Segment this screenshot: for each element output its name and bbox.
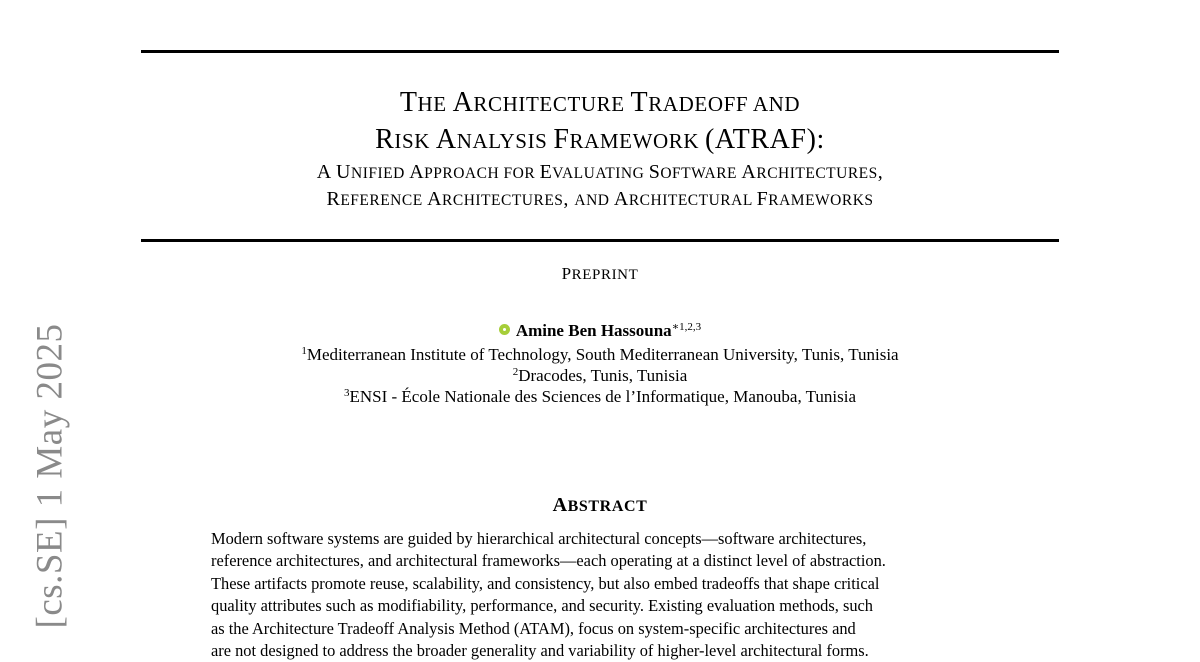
author-line — [0, 321, 1200, 341]
abstract-body — [211, 528, 993, 662]
title-line-2 — [0, 124, 1200, 157]
affiliation-2-text: Dracodes, Tunis, Tunisia — [518, 366, 688, 385]
title-run: PPROACH FOR — [424, 165, 540, 182]
orcid-icon[interactable] — [499, 324, 510, 335]
title-run: VALUATING — [552, 165, 649, 182]
abstract-heading-initial: A — [552, 494, 568, 516]
title-run: RCHITECTURAL — [628, 192, 757, 209]
title-run: NIFIED — [351, 165, 410, 182]
bottom-rule — [141, 239, 1059, 242]
title-run: S — [648, 161, 661, 183]
affiliation-1 — [0, 344, 1200, 365]
arxiv-side-stamp: [cs.SE] 1 May 2025 — [29, 323, 71, 629]
title-run: RCHITECTURES — [756, 165, 878, 182]
affiliation-3 — [0, 386, 1200, 407]
abstract-line: Modern software systems are guided by hierarchical architectural concepts—software architectures, — [211, 529, 867, 548]
title-run: RAMEWORKS — [768, 192, 874, 209]
preprint-label-initial: P — [561, 264, 572, 283]
abstract-line: reference architectures, and architectural frameworks—each operating at a distinct level of abstraction. — [211, 551, 886, 571]
title-run: , — [563, 188, 575, 210]
abstract-line: are not designed to address the broader generality and variability of higher-level architectural forms. — [211, 641, 869, 661]
title-run: OFTWARE — [660, 165, 742, 182]
title-run: F — [756, 188, 769, 210]
title-run: ISK — [394, 129, 436, 153]
abstract-heading — [0, 494, 1200, 517]
title-run: R — [326, 188, 341, 210]
subtitle-line-1 — [0, 160, 1200, 186]
title-run: RCHITECTURE — [473, 92, 631, 116]
title-run: EFERENCE — [340, 192, 428, 209]
affiliation-3-mark: 3 — [343, 387, 350, 399]
affiliation-2 — [0, 365, 1200, 386]
title-run: A — [452, 87, 474, 118]
title-run: R — [375, 124, 395, 155]
title-run: E — [539, 161, 553, 183]
abstract-line: quality attributes such as modifiability, performance, and security. Existing evaluation methods, such — [211, 596, 873, 616]
affiliation-2-mark: 2 — [512, 366, 519, 378]
title-run: T — [630, 87, 649, 118]
author-affiliation-marks: ∗1,2,3 — [671, 321, 702, 333]
affiliation-1-text: Mediterranean Institute of Technology, South Mediterranean University, Tunis, Tunisia — [306, 345, 899, 364]
abstract-heading-rest: BSTRACT — [567, 498, 648, 515]
title-run: A U — [316, 161, 352, 183]
abstract-line: as the Architecture Tradeoff Analysis Method (ATAM), focus on system-specific architectures and — [211, 618, 856, 638]
abstract-line: These artifacts promote reuse, scalability, and consistency, but also embed tradeoffs that shape critical — [211, 573, 880, 593]
top-rule — [141, 50, 1059, 53]
subtitle-line-2 — [0, 187, 1200, 213]
title-run: RAMEWORK — [569, 129, 705, 153]
preprint-label — [0, 264, 1200, 284]
title-run: A — [741, 161, 757, 183]
title-run: HE — [417, 92, 453, 116]
title-run: AND — [574, 192, 614, 209]
preprint-label-rest: REPRINT — [571, 267, 639, 283]
affiliation-3-text: ENSI - École Nationale des Sciences de l’Informatique, Manouba, Tunisia — [349, 387, 857, 406]
title-run: F — [553, 124, 570, 155]
title-run: RCHITECTURES — [442, 192, 564, 209]
title-run: RADEOFF AND — [648, 92, 801, 116]
title-run: (ATRAF): — [704, 124, 825, 155]
title-run: A — [613, 188, 629, 210]
title-run: A — [427, 188, 443, 210]
title-run: A — [435, 124, 457, 155]
title-run: NALYSIS — [456, 129, 554, 153]
title-run: , — [877, 161, 884, 183]
title-line-1 — [0, 87, 1200, 120]
author-name: Amine Ben Hassouna — [515, 321, 672, 340]
affiliation-1-mark: 1 — [301, 345, 307, 357]
title-run: T — [399, 87, 418, 118]
title-run: A — [409, 161, 425, 183]
